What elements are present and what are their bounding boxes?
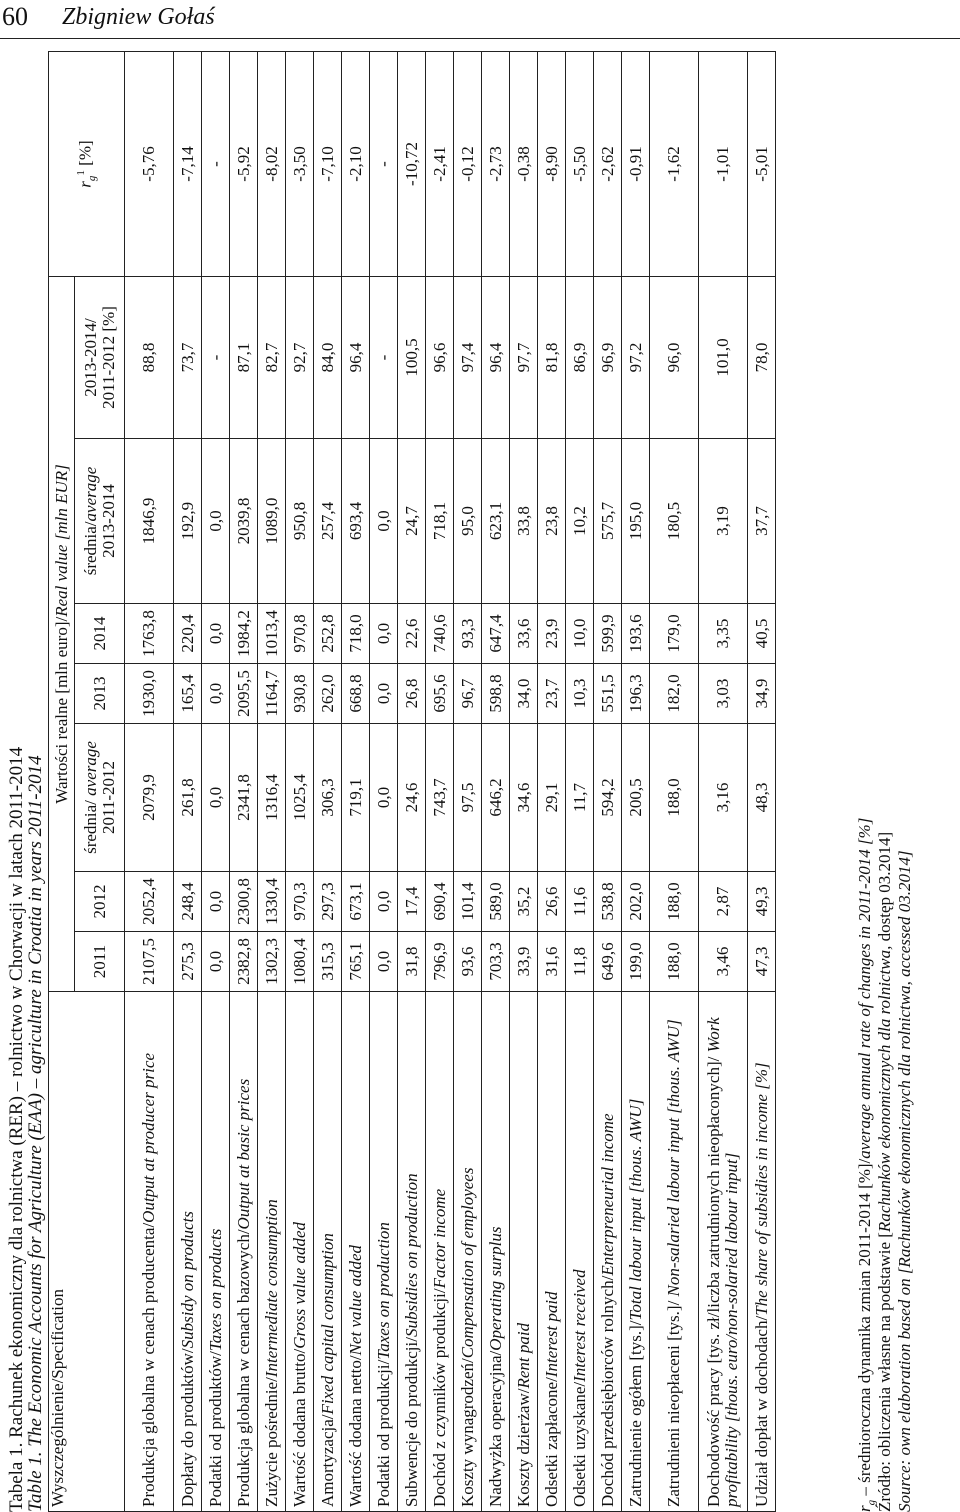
table-cell: 743,7	[426, 724, 454, 872]
table-cell: 261,8	[174, 724, 202, 872]
table-cell: 690,4	[426, 872, 454, 932]
table-cell: 101,4	[454, 872, 482, 932]
table-cell: 78,0	[748, 277, 776, 439]
table-cell: 695,6	[426, 664, 454, 724]
data-table	[48, 51, 776, 1512]
table-cell: 1330,4	[258, 872, 286, 932]
table-cell: -	[370, 52, 398, 277]
caption-english: Table 1. The Economic Accounts for Agriculture (EAA) – agriculture in Croatia in years 2011-2014	[25, 755, 46, 1512]
table-cell: 718,1	[426, 439, 454, 604]
col-ratio: 2013-2014/ 2011-2012 [%]	[75, 277, 125, 439]
table-cell: 306,3	[314, 724, 342, 872]
table-cell: 10,0	[566, 604, 594, 664]
row-label: Dochodowość pracy [tys. zł/liczba zatrudnionych nieopłaconych]/ Work profitability [thous. euro/non-solaried labour input]	[699, 992, 748, 1512]
table-cell: -0,38	[510, 52, 538, 277]
table-cell: 34,6	[510, 724, 538, 872]
table-cell: 0,0	[202, 664, 230, 724]
table-cell: 26,6	[538, 872, 566, 932]
table-cell: 297,3	[314, 872, 342, 932]
table-cell: 84,0	[314, 277, 342, 439]
table-cell: 23,7	[538, 664, 566, 724]
table-cell: 96,6	[426, 277, 454, 439]
table-cell: 96,0	[650, 277, 699, 439]
table-cell: 598,8	[482, 664, 510, 724]
table-cell: 1984,2	[230, 604, 258, 664]
table-cell: 275,3	[174, 932, 202, 992]
table-cell: 668,8	[342, 664, 370, 724]
table-cell: 315,3	[314, 932, 342, 992]
running-header	[0, 0, 960, 42]
table-cell: 646,2	[482, 724, 510, 872]
table-cell: 262,0	[314, 664, 342, 724]
table-cell: 3,03	[699, 664, 748, 724]
table-cell: 192,9	[174, 439, 202, 604]
table-cell: 2095,5	[230, 664, 258, 724]
col-2012: 2012	[75, 872, 125, 932]
table-cell: 0,0	[370, 932, 398, 992]
table-cell: 97,4	[454, 277, 482, 439]
header-rule	[0, 38, 960, 39]
row-label: Dochód przedsiębiorców rolnych/Enterpreneurial income	[594, 992, 622, 1512]
table-cell: -5,01	[748, 52, 776, 277]
table-cell: 23,9	[538, 604, 566, 664]
table-cell: 3,35	[699, 604, 748, 664]
table-cell: 87,1	[230, 277, 258, 439]
table-row	[454, 52, 482, 1512]
row-label: Dopłaty do produktów/Subsidy on products	[174, 992, 202, 1512]
table-cell: 11,8	[566, 932, 594, 992]
row-label: Nadwyżka operacyjna/Operating surplus	[482, 992, 510, 1512]
table-cell: 252,8	[314, 604, 342, 664]
table-cell: 3,19	[699, 439, 748, 604]
table-cell: -0,91	[622, 52, 650, 277]
table-cell: 970,8	[286, 604, 314, 664]
table-cell: 649,6	[594, 932, 622, 992]
table-cell: 0,0	[202, 439, 230, 604]
table-cell: 765,1	[342, 932, 370, 992]
table-cell: 10,3	[566, 664, 594, 724]
table-cell: 24,6	[398, 724, 426, 872]
table-cell: 1013,4	[258, 604, 286, 664]
table-cell: 188,0	[650, 872, 699, 932]
table-cell: 551,5	[594, 664, 622, 724]
table-cell: 3,46	[699, 932, 748, 992]
table-cell: 88,8	[125, 277, 174, 439]
table-row	[426, 52, 454, 1512]
table-cell: 2079,9	[125, 724, 174, 872]
table-cell: 950,8	[286, 439, 314, 604]
table-cell: 589,0	[482, 872, 510, 932]
table-cell: 1025,4	[286, 724, 314, 872]
table-cell: 23,8	[538, 439, 566, 604]
table-cell: 199,0	[622, 932, 650, 992]
row-label: Dochód z czynników produkcji/Factor income	[426, 992, 454, 1512]
table-cell: 92,7	[286, 277, 314, 439]
table-cell: 200,5	[622, 724, 650, 872]
table-row	[699, 52, 748, 1512]
table-cell: 3,16	[699, 724, 748, 872]
row-label: Udział dopłat w dochodach/The share of subsidies in income [%]	[748, 992, 776, 1512]
table-row	[286, 52, 314, 1512]
table-cell: 719,1	[342, 724, 370, 872]
table-row	[202, 52, 230, 1512]
table-cell: 1089,0	[258, 439, 286, 604]
table-cell: -2,62	[594, 52, 622, 277]
row-label: Odsetki zapłacone/Interest paid	[538, 992, 566, 1512]
table-cell: -	[202, 277, 230, 439]
table-cell: 623,1	[482, 439, 510, 604]
table-cell: 33,8	[510, 439, 538, 604]
table-cell: 26,8	[398, 664, 426, 724]
table-cell: 40,5	[748, 604, 776, 664]
author-name: Zbigniew Gołaś	[62, 4, 215, 30]
row-label: Amortyzacja/Fixed capital consumption	[314, 992, 342, 1512]
table-cell: 35,2	[510, 872, 538, 932]
table-cell: 718,0	[342, 604, 370, 664]
table-cell: 257,4	[314, 439, 342, 604]
table-cell: 31,8	[398, 932, 426, 992]
table-row	[510, 52, 538, 1512]
row-label: Koszty wynagrodzeń/Compensation of employees	[454, 992, 482, 1512]
table-row	[342, 52, 370, 1512]
table-cell: 1302,3	[258, 932, 286, 992]
table-cell: 165,4	[174, 664, 202, 724]
table-cell: 33,9	[510, 932, 538, 992]
table-cell: 34,9	[748, 664, 776, 724]
table-cell: 47,3	[748, 932, 776, 992]
table-body	[125, 52, 776, 1512]
table-cell: 594,2	[594, 724, 622, 872]
table-row	[622, 52, 650, 1512]
table-cell: 34,0	[510, 664, 538, 724]
table-cell: -	[202, 52, 230, 277]
table-row	[314, 52, 342, 1512]
table-row	[370, 52, 398, 1512]
table-row	[174, 52, 202, 1512]
table-cell: 24,7	[398, 439, 426, 604]
table-cell: -8,02	[258, 52, 286, 277]
table-cell: 0,0	[370, 724, 398, 872]
table-cell: 930,8	[286, 664, 314, 724]
table-cell: 2341,8	[230, 724, 258, 872]
table-cell: 11,6	[566, 872, 594, 932]
table-cell: 82,7	[258, 277, 286, 439]
table-cell: 193,6	[622, 604, 650, 664]
rg-header: $r_g^1$ [%]	[49, 52, 125, 277]
table-cell: 179,0	[650, 604, 699, 664]
table-cell: 2,87	[699, 872, 748, 932]
table-cell: 0,0	[202, 724, 230, 872]
table-cell: 1763,8	[125, 604, 174, 664]
row-label: Wartość dodana brutto/Gross value added	[286, 992, 314, 1512]
col-2011: 2011	[75, 932, 125, 992]
table-cell: -2,73	[482, 52, 510, 277]
row-label: Zatrudnieni nieopłaceni [tys.]/ Non-salaried labour input [thous. AWU]	[650, 992, 699, 1512]
table-cell: 33,6	[510, 604, 538, 664]
table-cell: 10,2	[566, 439, 594, 604]
table-cell: -0,12	[454, 52, 482, 277]
table-row	[258, 52, 286, 1512]
table-cell: 796,9	[426, 932, 454, 992]
table-cell: 0,0	[202, 932, 230, 992]
table-row	[230, 52, 258, 1512]
table-cell: 180,5	[650, 439, 699, 604]
table-cell: 97,7	[510, 277, 538, 439]
table-cell: 11,7	[566, 724, 594, 872]
table-cell: 31,6	[538, 932, 566, 992]
col-2014: 2014	[75, 604, 125, 664]
row-label: Podatki od produktów/Taxes on products	[202, 992, 230, 1512]
row-label: Koszty dzierżaw/Rent paid	[510, 992, 538, 1512]
table-cell: -1,01	[699, 52, 748, 277]
table-row	[566, 52, 594, 1512]
table-cell: 97,5	[454, 724, 482, 872]
table-cell: 48,3	[748, 724, 776, 872]
table-cell: 0,0	[370, 439, 398, 604]
table-cell: 1846,9	[125, 439, 174, 604]
footnote-rg: $r_g$ – średnioroczna dynamika zmian 2011-2014 [%]/average annual rate of changes in 2011-2014 [%]	[855, 817, 878, 1512]
table-row	[650, 52, 699, 1512]
table-cell: 703,3	[482, 932, 510, 992]
table-cell: 2300,8	[230, 872, 258, 932]
table-cell: 29,1	[538, 724, 566, 872]
row-label: Zużycie pośrednie/Intermediate consumption	[258, 992, 286, 1512]
table-cell: 188,0	[650, 932, 699, 992]
table-cell: -5,76	[125, 52, 174, 277]
table-cell: 248,4	[174, 872, 202, 932]
table-cell: 538,8	[594, 872, 622, 932]
table-cell: 96,9	[594, 277, 622, 439]
table-row	[125, 52, 174, 1512]
table-row	[398, 52, 426, 1512]
table-cell: -7,14	[174, 52, 202, 277]
table-cell: 2039,8	[230, 439, 258, 604]
table-cell: 970,3	[286, 872, 314, 932]
table-cell: 1316,4	[258, 724, 286, 872]
row-label: Podatki od produkcji/Taxes on production	[370, 992, 398, 1512]
table-cell: 100,5	[398, 277, 426, 439]
table-cell: 740,6	[426, 604, 454, 664]
table-cell: 2107,5	[125, 932, 174, 992]
table-cell: 2382,8	[230, 932, 258, 992]
table-cell: 73,7	[174, 277, 202, 439]
table-cell: 93,6	[454, 932, 482, 992]
table-cell: 2052,4	[125, 872, 174, 932]
table-cell: -3,50	[286, 52, 314, 277]
table-cell: -1,62	[650, 52, 699, 277]
rotated-table-page	[0, 52, 945, 1512]
col-avg-2011-2012: średnia/ average 2011-2012	[75, 724, 125, 872]
table-cell: 96,4	[342, 277, 370, 439]
table-cell: 96,4	[482, 277, 510, 439]
table-row	[538, 52, 566, 1512]
col-2013: 2013	[75, 664, 125, 724]
table-cell: 575,7	[594, 439, 622, 604]
footnote-source-en: Source: own elaboration based on [Rachunków ekonomicznych dla rolnictwa, accessed 03.2014]	[895, 850, 914, 1512]
row-label: Wartość dodana netto/Net value added	[342, 992, 370, 1512]
real-value-header: Wartości realne [mln euro]/Real value [mln EUR]	[49, 277, 75, 992]
table-cell: 182,0	[650, 664, 699, 724]
table-cell: 0,0	[370, 664, 398, 724]
table-cell: 101,0	[699, 277, 748, 439]
table-cell: 49,3	[748, 872, 776, 932]
footnote-source-pl: Źródło: obliczenia własne na podstawie [Rachunków ekonomicznych dla rolnictwa, dostęp 03.2014]	[875, 831, 894, 1512]
table-cell: 96,7	[454, 664, 482, 724]
table-cell: 81,8	[538, 277, 566, 439]
table-cell: 86,9	[566, 277, 594, 439]
table-cell: 599,9	[594, 604, 622, 664]
table-cell: -	[370, 277, 398, 439]
table-cell: 17,4	[398, 872, 426, 932]
table-cell: 97,2	[622, 277, 650, 439]
page-number: 60	[2, 2, 28, 31]
spec-header: Wyszczególnienie/Specification	[49, 992, 125, 1512]
table-cell: 1164,7	[258, 664, 286, 724]
table-cell: 22,6	[398, 604, 426, 664]
table-cell: 188,0	[650, 724, 699, 872]
table-cell: 195,0	[622, 439, 650, 604]
table-cell: 95,0	[454, 439, 482, 604]
col-avg-2013-2014: średnia/average 2013-2014	[75, 439, 125, 604]
table-cell: 0,0	[202, 604, 230, 664]
table-cell: -5,92	[230, 52, 258, 277]
table-cell: 647,4	[482, 604, 510, 664]
table-row	[748, 52, 776, 1512]
table-row	[482, 52, 510, 1512]
table-cell: 0,0	[370, 872, 398, 932]
table-cell: 0,0	[370, 604, 398, 664]
table-cell: 202,0	[622, 872, 650, 932]
table-cell: 693,4	[342, 439, 370, 604]
table-cell: 0,0	[202, 872, 230, 932]
table-cell: -2,41	[426, 52, 454, 277]
row-label: Zatrudnienie ogółem [tys.]/Total labour input [thous. AWU]	[622, 992, 650, 1512]
row-label: Produkcja globalna w cenach bazowych/Output at basic prices	[230, 992, 258, 1512]
table-cell: -5,50	[566, 52, 594, 277]
row-label: Produkcja globalna w cenach producenta/Output at producer price	[125, 992, 174, 1512]
table-cell: -2,10	[342, 52, 370, 277]
table-row	[594, 52, 622, 1512]
table-cell: 1080,4	[286, 932, 314, 992]
row-label: Odsetki uzyskane/Interest received	[566, 992, 594, 1512]
table-cell: -8,90	[538, 52, 566, 277]
table-cell: 196,3	[622, 664, 650, 724]
row-label: Subwencje do produkcji/Subsidies on production	[398, 992, 426, 1512]
table-cell: 1930,0	[125, 664, 174, 724]
caption-polish: Tabela 1. Rachunek ekonomiczny dla rolnictwa (RER) – rolnictwo w Chorwacji w latach 2011-2014	[6, 746, 27, 1512]
table-cell: -10,72	[398, 52, 426, 277]
table-cell: 93,3	[454, 604, 482, 664]
table-cell: 220,4	[174, 604, 202, 664]
table-caption	[6, 52, 46, 1512]
table-cell: 37,7	[748, 439, 776, 604]
table-cell: -7,10	[314, 52, 342, 277]
table-cell: 673,1	[342, 872, 370, 932]
